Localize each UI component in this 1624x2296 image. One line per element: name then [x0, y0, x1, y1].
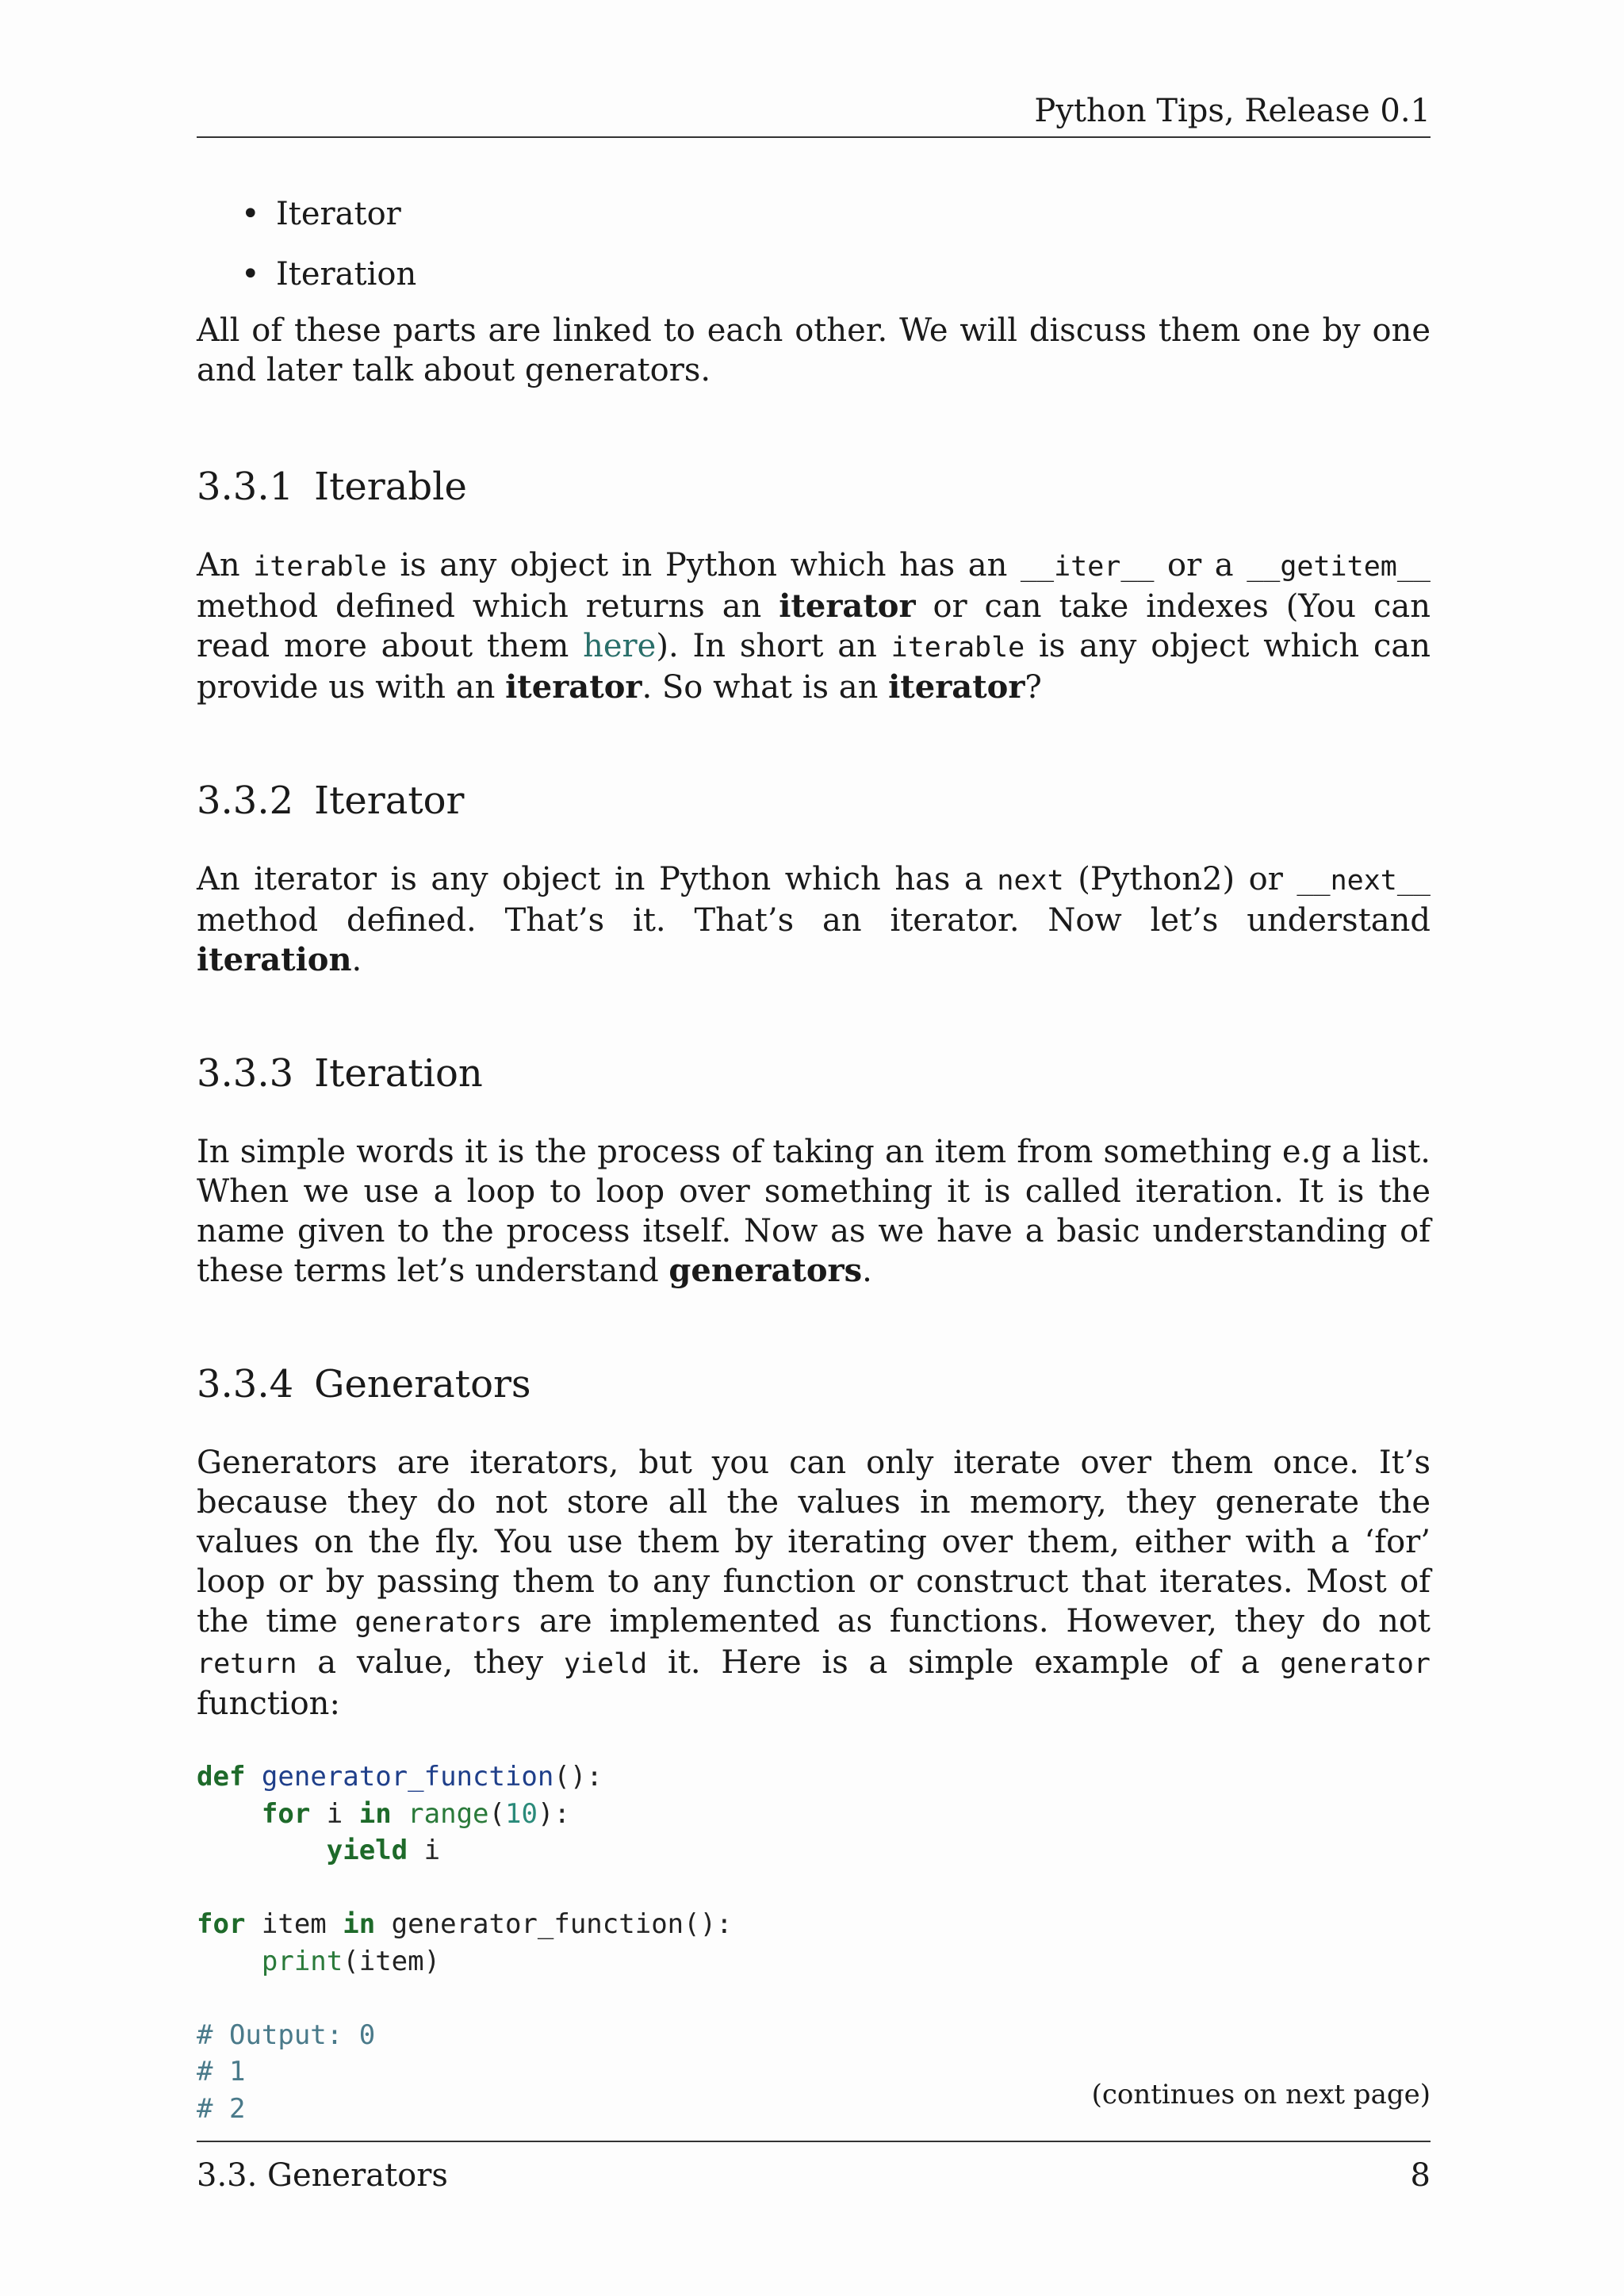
iterable-paragraph: An iterable is any object in Python which has an __iter__ or a __getitem__ method defined which returns an iterator or can take indexes (You can read more about them here). In short an iterable is any object which can provide us with an iterator. So what is an iterator? [197, 547, 1431, 706]
inline-code: __getitem__ [1247, 551, 1431, 583]
continues-note: (continues on next page) [1091, 2079, 1431, 2110]
bold-term: generators [668, 1252, 863, 1289]
continues-wrapper [197, 0, 1431, 2296]
running-title: Python Tips, Release 0.1 [1034, 93, 1431, 129]
section-number: 3.3.1 [197, 465, 294, 509]
inline-code: next [997, 865, 1064, 897]
intro-paragraph: All of these parts are linked to each other. We will discuss them one by one and later talk about generators. [197, 312, 1431, 388]
inline-code: yield [563, 1648, 648, 1680]
code-block: def generator_function(): for i in range(10): yield i for item in generator_function(): print(item) # Output: 0 # 1 # 2 [197, 1761, 733, 2125]
inline-code: __iter__ [1020, 551, 1155, 583]
section-number: 3.3.2 [197, 779, 294, 823]
inline-code: iterable [253, 551, 387, 583]
inline-code: generator [1280, 1648, 1431, 1680]
inline-code: generators [354, 1607, 523, 1639]
section-title: Iterable [314, 465, 467, 509]
section-title: Generators [314, 1362, 531, 1406]
iterator-paragraph: An iterator is any object in Python which has a next (Python2) or __next__ method defined. That’s it. That’s an iterator. Now let’s understand iteration. [197, 861, 1431, 978]
section-number: 3.3.3 [197, 1051, 294, 1096]
bold-term: iterator [888, 668, 1025, 706]
list-item: • Iterator [197, 193, 1431, 235]
page-number: 8 [1410, 2157, 1431, 2194]
iteration-paragraph: In simple words it is the process of taking an item from something e.g a list. When we use a loop to loop over something it is called iteration. It is the name given to the process itself. Now as we have a basic understanding of these terms let’s understand generators. [197, 1134, 1431, 1289]
footer-section: 3.3. Generators [197, 2157, 448, 2194]
inline-code: __next__ [1297, 865, 1431, 897]
section-number: 3.3.4 [197, 1362, 294, 1406]
inline-code: iterable [891, 632, 1025, 664]
list-item: • Iteration [197, 254, 1431, 295]
bold-term: iterator [779, 587, 916, 625]
section-title: Iterator [314, 779, 465, 823]
inline-code: return [197, 1648, 297, 1680]
section-title: Iteration [314, 1051, 483, 1096]
generators-paragraph: Generators are iterators, but you can only iterate over them once. It’s because they do not store all the values in memory, they generate the values on the fly. You use them by iterating over them, either with a ‘for’ loop or by passing them to any function or construct that iterates. Most of the time generators are implemented as functions. However, they do not return a value, they yield it. Here is a simple example of a generator function: [197, 1445, 1431, 1722]
bold-term: iterator [505, 668, 642, 706]
page-footer [197, 2141, 1431, 2206]
bold-term: iteration [197, 941, 352, 978]
here-link[interactable]: here [583, 628, 657, 664]
